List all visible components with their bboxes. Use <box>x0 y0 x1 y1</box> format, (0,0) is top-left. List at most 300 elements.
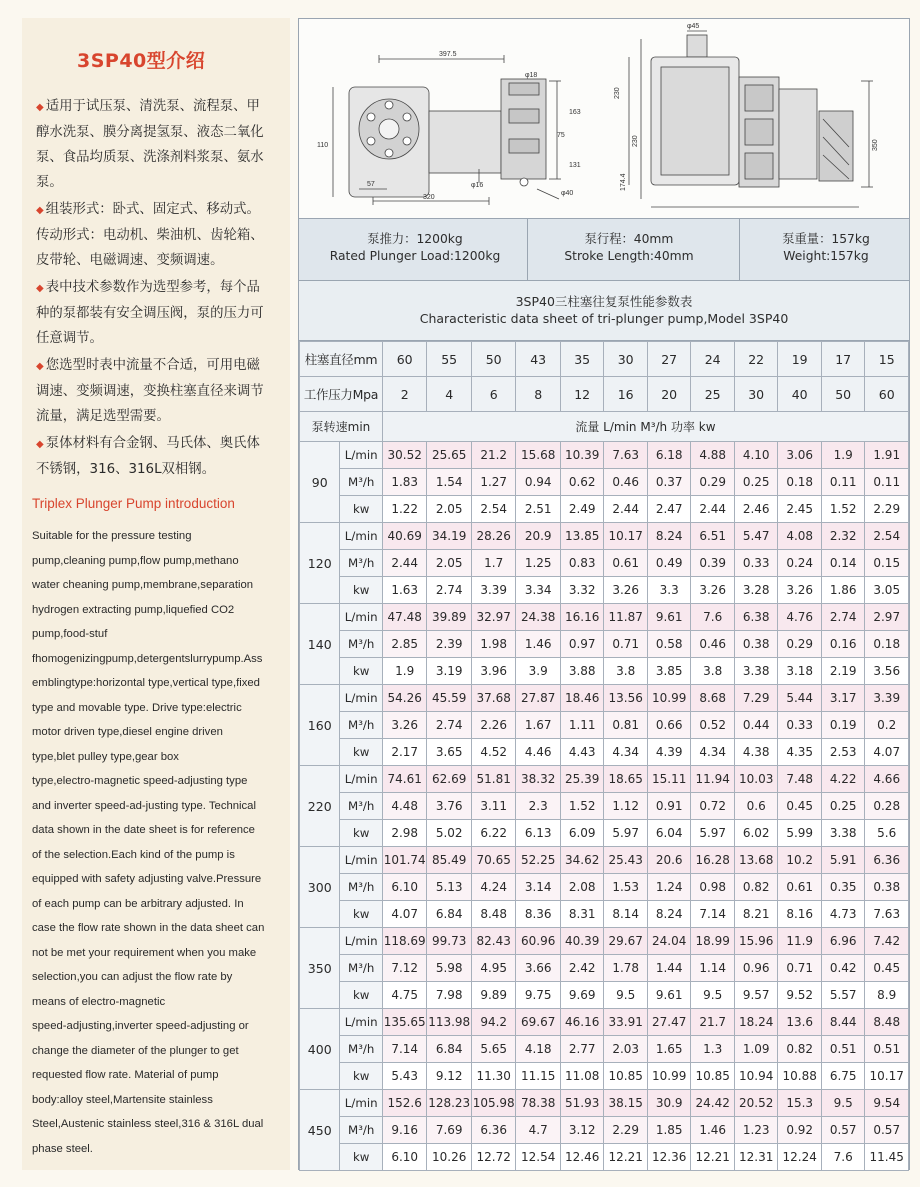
stroke-en: Stroke Length:40mm <box>564 249 694 263</box>
value-cell: 0.42 <box>821 955 865 982</box>
unit-cell: kw <box>340 982 382 1009</box>
value-cell: 11.08 <box>560 1063 604 1090</box>
value-cell: 10.2 <box>778 847 822 874</box>
value-cell: 4.76 <box>778 604 822 631</box>
value-cell: 6.84 <box>427 901 472 928</box>
value-cell: 0.39 <box>691 550 735 577</box>
value-cell: 1.53 <box>604 874 648 901</box>
value-cell: 0.61 <box>778 874 822 901</box>
value-cell: 3.32 <box>560 577 604 604</box>
value-cell: 0.51 <box>821 1036 865 1063</box>
value-cell: 3.19 <box>427 658 472 685</box>
rpm-cell: 450 <box>300 1090 340 1171</box>
value-cell: 3.26 <box>778 577 822 604</box>
intro-zh-text: 泵体材料有合金钢、马氏体、奥氏体 <box>45 436 260 451</box>
value-cell: 0.11 <box>821 469 865 496</box>
intro-zh-paragraph <box>36 197 288 273</box>
value-cell: 10.03 <box>734 766 778 793</box>
value-cell: 18.24 <box>734 1009 778 1036</box>
pressure-cell: 16 <box>604 377 648 412</box>
value-cell: 0.57 <box>865 1117 909 1144</box>
rpm-cell: 90 <box>300 442 340 523</box>
value-cell: 0.28 <box>865 793 909 820</box>
value-cell: 2.98 <box>382 820 427 847</box>
table-row <box>300 712 909 739</box>
value-cell: 11.15 <box>516 1063 561 1090</box>
value-cell: 6.22 <box>471 820 516 847</box>
value-cell: 4.34 <box>604 739 648 766</box>
unit-cell: kw <box>340 739 382 766</box>
intro-en-line: emblingtype:horizontal type,vertical type,fixed <box>32 677 260 689</box>
value-cell: 70.65 <box>471 847 516 874</box>
diameter-cell: 43 <box>516 342 561 377</box>
pressure-cell: 20 <box>647 377 691 412</box>
unit-cell: M³/h <box>340 631 382 658</box>
diameter-cell: 60 <box>382 342 427 377</box>
value-cell: 29.67 <box>604 928 648 955</box>
value-cell: 8.48 <box>471 901 516 928</box>
value-cell: 3.3 <box>647 577 691 604</box>
value-cell: 3.96 <box>471 658 516 685</box>
stroke-zh: 泵行程：40mm <box>584 232 674 246</box>
intro-zh-text: 组装形式：卧式、固定式、移动式。 <box>45 202 260 217</box>
pressure-cell: 25 <box>691 377 735 412</box>
value-cell: 0.71 <box>604 631 648 658</box>
value-cell: 39.89 <box>427 604 472 631</box>
table-row <box>300 550 909 577</box>
value-cell: 6.84 <box>427 1036 472 1063</box>
value-cell: 4.22 <box>821 766 865 793</box>
value-cell: 11.87 <box>604 604 648 631</box>
pressure-cell: 12 <box>560 377 604 412</box>
value-cell: 24.04 <box>647 928 691 955</box>
value-cell: 16.16 <box>560 604 604 631</box>
value-cell: 6.36 <box>865 847 909 874</box>
performance-table <box>299 341 909 1171</box>
unit-cell: L/min <box>340 523 382 550</box>
value-cell: 0.97 <box>560 631 604 658</box>
unit-cell: M³/h <box>340 1117 382 1144</box>
value-cell: 2.39 <box>427 631 472 658</box>
intro-zh-text: 泵、食品均质泵、洗涤剂料浆泵、氨水 <box>36 150 264 165</box>
diameter-cell: 35 <box>560 342 604 377</box>
value-cell: 2.45 <box>778 496 822 523</box>
table-row <box>300 1117 909 1144</box>
value-cell: 15.3 <box>778 1090 822 1117</box>
value-cell: 0.6 <box>734 793 778 820</box>
intro-en-line: case the flow rate shown in the data sheet can <box>32 922 265 934</box>
value-cell: 9.89 <box>471 982 516 1009</box>
intro-en-line: Suitable for the pressure testing <box>32 530 192 542</box>
table-row <box>300 1036 909 1063</box>
value-cell: 51.93 <box>560 1090 604 1117</box>
value-cell: 3.12 <box>560 1117 604 1144</box>
value-cell: 4.73 <box>821 901 865 928</box>
dim-230-b: 230 <box>632 135 639 147</box>
unit-cell: L/min <box>340 604 382 631</box>
value-cell: 10.17 <box>865 1063 909 1090</box>
intro-en-line: body:alloy steel,Martensite stainless <box>32 1093 213 1106</box>
intro-zh-line <box>36 145 288 170</box>
value-cell: 8.21 <box>734 901 778 928</box>
value-cell: 24.38 <box>516 604 561 631</box>
value-cell: 0.61 <box>604 550 648 577</box>
table-row <box>300 685 909 712</box>
value-cell: 28.26 <box>471 523 516 550</box>
intro-en-title: Triplex Plunger Pump introduction <box>32 496 235 511</box>
value-cell: 15.96 <box>734 928 778 955</box>
value-cell: 10.85 <box>604 1063 648 1090</box>
pressure-cell: 50 <box>821 377 865 412</box>
value-cell: 82.43 <box>471 928 516 955</box>
intro-zh-line <box>36 275 288 301</box>
value-cell: 6.13 <box>516 820 561 847</box>
dim-397-5: 397.5 <box>439 51 457 58</box>
value-cell: 0.72 <box>691 793 735 820</box>
value-cell: 1.23 <box>734 1117 778 1144</box>
value-cell: 1.9 <box>382 658 427 685</box>
table-row <box>300 1090 909 1117</box>
intro-en-line: data shown in the date sheet is for reference <box>32 824 255 836</box>
pressure-cell: 6 <box>471 377 516 412</box>
rpm-cell: 400 <box>300 1009 340 1090</box>
intro-zh-paragraph <box>36 275 288 351</box>
value-cell: 2.74 <box>427 577 472 604</box>
diameter-cell: 22 <box>734 342 778 377</box>
diameter-cell: 17 <box>821 342 865 377</box>
value-cell: 45.59 <box>427 685 472 712</box>
value-cell: 1.46 <box>691 1117 735 1144</box>
value-cell: 13.56 <box>604 685 648 712</box>
value-cell: 21.7 <box>691 1009 735 1036</box>
value-cell: 33.91 <box>604 1009 648 1036</box>
pressure-label: 工作压力Mpa <box>300 377 383 412</box>
rpm-cell: 350 <box>300 928 340 1009</box>
intro-en-line: speed-adjusting,inverter speed-adjusting or <box>32 1020 249 1032</box>
unit-cell: M³/h <box>340 550 382 577</box>
value-cell: 5.43 <box>382 1063 427 1090</box>
intro-en-line: requested flow rate. Material of pump <box>32 1069 219 1081</box>
value-cell: 0.15 <box>865 550 909 577</box>
table-row <box>300 469 909 496</box>
value-cell: 10.85 <box>691 1063 735 1090</box>
value-cell: 3.28 <box>734 577 778 604</box>
intro-en-line: pump,food-stuf <box>32 628 108 640</box>
value-cell: 0.49 <box>647 550 691 577</box>
value-cell: 62.69 <box>427 766 472 793</box>
value-cell: 3.14 <box>516 874 561 901</box>
unit-cell: kw <box>340 1063 382 1090</box>
value-cell: 9.75 <box>516 982 561 1009</box>
value-cell: 2.05 <box>427 550 472 577</box>
value-cell: 12.36 <box>647 1144 691 1171</box>
value-cell: 0.94 <box>516 469 561 496</box>
value-cell: 4.7 <box>516 1117 561 1144</box>
intro-en-line: motor driven type,diesel engine driven <box>32 726 223 738</box>
diamond-bullet-icon: ◆ <box>36 283 44 294</box>
value-cell: 1.52 <box>821 496 865 523</box>
value-cell: 10.17 <box>604 523 648 550</box>
pressure-cell: 4 <box>427 377 472 412</box>
value-cell: 30.9 <box>647 1090 691 1117</box>
intro-zh-paragraph <box>36 353 288 429</box>
value-cell: 0.62 <box>560 469 604 496</box>
intro-zh-text: 传动形式：电动机、柴油机、齿轮箱、 <box>36 228 264 243</box>
intro-zh-text: 调速、变频调速，变换柱塞直径来调节 <box>36 384 264 399</box>
value-cell: 0.51 <box>865 1036 909 1063</box>
value-cell: 6.18 <box>647 442 691 469</box>
value-cell: 40.69 <box>382 523 427 550</box>
flow-power-label: 流量 L/min M³/h 功率 kw <box>382 412 908 442</box>
value-cell: 9.61 <box>647 982 691 1009</box>
value-cell: 0.92 <box>778 1117 822 1144</box>
value-cell: 8.48 <box>865 1009 909 1036</box>
value-cell: 1.86 <box>821 577 865 604</box>
value-cell: 27.87 <box>516 685 561 712</box>
value-cell: 6.96 <box>821 928 865 955</box>
table-title-zh: 3SP40三柱塞往复泵性能参数表 <box>515 294 693 309</box>
value-cell: 1.24 <box>647 874 691 901</box>
value-cell: 8.14 <box>604 901 648 928</box>
value-cell: 12.21 <box>604 1144 648 1171</box>
intro-zh-line <box>36 301 288 326</box>
unit-cell: M³/h <box>340 712 382 739</box>
dim-75: 75 <box>557 132 565 139</box>
intro-en-line: means of electro-magnetic <box>32 995 166 1008</box>
value-cell: 7.6 <box>821 1144 865 1171</box>
intro-en-line: fhomogenizingpump,detergentslurrypump.Ass <box>32 652 263 665</box>
value-cell: 4.35 <box>778 739 822 766</box>
value-cell: 40.39 <box>560 928 604 955</box>
value-cell: 5.99 <box>778 820 822 847</box>
intro-en-line: hydrogen extracting pump,liquefied CO2 <box>32 603 235 616</box>
value-cell: 2.44 <box>604 496 648 523</box>
value-cell: 2.51 <box>516 496 561 523</box>
intro-zh-text: 皮带轮、电磁调速、变频调速。 <box>36 253 224 268</box>
value-cell: 4.88 <box>691 442 735 469</box>
intro-en-line: of each pump can be arbitrary adjusted. In <box>32 897 244 910</box>
table-row <box>300 928 909 955</box>
value-cell: 1.11 <box>560 712 604 739</box>
value-cell: 4.39 <box>647 739 691 766</box>
intro-zh-line <box>36 94 288 120</box>
value-cell: 3.05 <box>865 577 909 604</box>
intro-zh-text: 不锈钢，316、316L双相钢。 <box>36 462 216 477</box>
value-cell: 51.81 <box>471 766 516 793</box>
table-row <box>300 793 909 820</box>
intro-en-line: type,blet pulley type,gear box <box>32 750 179 763</box>
value-cell: 46.16 <box>560 1009 604 1036</box>
value-cell: 4.18 <box>516 1036 561 1063</box>
value-cell: 2.26 <box>471 712 516 739</box>
value-cell: 4.24 <box>471 874 516 901</box>
value-cell: 2.29 <box>865 496 909 523</box>
value-cell: 9.54 <box>865 1090 909 1117</box>
value-cell: 0.38 <box>865 874 909 901</box>
table-row <box>300 820 909 847</box>
value-cell: 5.98 <box>427 955 472 982</box>
value-cell: 47.48 <box>382 604 427 631</box>
value-cell: 9.5 <box>604 982 648 1009</box>
intro-en-line: phase steel. <box>32 1142 93 1155</box>
intro-zh-paragraph <box>36 94 288 195</box>
value-cell: 0.19 <box>821 712 865 739</box>
value-cell: 1.46 <box>516 631 561 658</box>
value-cell: 0.35 <box>821 874 865 901</box>
pressure-cell: 8 <box>516 377 561 412</box>
value-cell: 2.74 <box>427 712 472 739</box>
intro-en-line: change the diameter of the plunger to get <box>32 1044 239 1057</box>
value-cell: 7.14 <box>691 901 735 928</box>
intro-zh-text: 表中技术参数作为选型参考，每个品 <box>45 280 260 295</box>
value-cell: 85.49 <box>427 847 472 874</box>
value-cell: 5.6 <box>865 820 909 847</box>
value-cell: 12.24 <box>778 1144 822 1171</box>
value-cell: 1.65 <box>647 1036 691 1063</box>
rpm-cell: 220 <box>300 766 340 847</box>
intro-panel <box>22 18 290 1170</box>
value-cell: 6.36 <box>471 1117 516 1144</box>
dim-phi16: φ16 <box>471 182 484 189</box>
table-row <box>300 658 909 685</box>
value-cell: 9.52 <box>778 982 822 1009</box>
value-cell: 3.26 <box>691 577 735 604</box>
datasheet-panel <box>298 18 910 1170</box>
value-cell: 37.68 <box>471 685 516 712</box>
table-row <box>300 1009 909 1036</box>
value-cell: 2.08 <box>560 874 604 901</box>
unit-cell: M³/h <box>340 469 382 496</box>
intro-zh-line <box>36 197 288 223</box>
value-cell: 10.39 <box>560 442 604 469</box>
value-cell: 7.42 <box>865 928 909 955</box>
value-cell: 21.2 <box>471 442 516 469</box>
unit-cell: L/min <box>340 442 382 469</box>
value-cell: 5.57 <box>821 982 865 1009</box>
intro-zh-line <box>36 379 288 404</box>
value-cell: 118.69 <box>382 928 427 955</box>
value-cell: 2.17 <box>382 739 427 766</box>
value-cell: 4.46 <box>516 739 561 766</box>
intro-title: 3SP40型介绍 <box>77 50 206 72</box>
value-cell: 2.44 <box>691 496 735 523</box>
value-cell: 2.85 <box>382 631 427 658</box>
value-cell: 20.52 <box>734 1090 778 1117</box>
value-cell: 3.65 <box>427 739 472 766</box>
value-cell: 13.68 <box>734 847 778 874</box>
value-cell: 8.24 <box>647 901 691 928</box>
diamond-bullet-icon: ◆ <box>36 102 44 113</box>
value-cell: 7.63 <box>604 442 648 469</box>
value-cell: 0.16 <box>821 631 865 658</box>
value-cell: 2.03 <box>604 1036 648 1063</box>
value-cell: 7.6 <box>691 604 735 631</box>
value-cell: 1.9 <box>821 442 865 469</box>
value-cell: 1.44 <box>647 955 691 982</box>
unit-cell: M³/h <box>340 793 382 820</box>
value-cell: 0.2 <box>865 712 909 739</box>
value-cell: 1.3 <box>691 1036 735 1063</box>
diamond-bullet-icon: ◆ <box>36 361 44 372</box>
unit-cell: M³/h <box>340 955 382 982</box>
unit-cell: L/min <box>340 685 382 712</box>
intro-en-line: not be met your requirement when you make <box>32 946 257 959</box>
value-cell: 4.38 <box>734 739 778 766</box>
value-cell: 1.85 <box>647 1117 691 1144</box>
intro-en-line: type and movable type. Drive type:electric <box>32 701 242 714</box>
value-cell: 1.27 <box>471 469 516 496</box>
value-cell: 5.97 <box>604 820 648 847</box>
value-cell: 18.99 <box>691 928 735 955</box>
value-cell: 0.14 <box>821 550 865 577</box>
value-cell: 7.29 <box>734 685 778 712</box>
value-cell: 0.82 <box>778 1036 822 1063</box>
intro-zh-line <box>36 120 288 145</box>
value-cell: 60.96 <box>516 928 561 955</box>
intro-zh-line <box>36 404 288 429</box>
value-cell: 4.07 <box>382 901 427 928</box>
intro-en-body <box>32 524 290 1161</box>
value-cell: 1.83 <box>382 469 427 496</box>
value-cell: 8.16 <box>778 901 822 928</box>
intro-zh-line <box>36 170 288 195</box>
value-cell: 0.82 <box>734 874 778 901</box>
weight-en: Weight:157kg <box>783 249 869 263</box>
value-cell: 25.39 <box>560 766 604 793</box>
value-cell: 0.37 <box>647 469 691 496</box>
diameter-label: 柱塞直径mm <box>300 342 383 377</box>
value-cell: 1.25 <box>516 550 561 577</box>
value-cell: 74.61 <box>382 766 427 793</box>
pressure-cell: 60 <box>865 377 909 412</box>
rpm-cell: 160 <box>300 685 340 766</box>
table-row <box>300 847 909 874</box>
value-cell: 0.25 <box>821 793 865 820</box>
value-cell: 3.18 <box>778 658 822 685</box>
value-cell: 11.30 <box>471 1063 516 1090</box>
table-row <box>300 901 909 928</box>
value-cell: 3.38 <box>821 820 865 847</box>
spec-row <box>299 219 909 281</box>
speed-header-row <box>300 412 909 442</box>
table-row <box>300 577 909 604</box>
value-cell: 0.33 <box>778 712 822 739</box>
unit-cell: kw <box>340 496 382 523</box>
value-cell: 2.19 <box>821 658 865 685</box>
intro-zh-text: 泵。 <box>36 175 63 190</box>
table-row <box>300 1144 909 1171</box>
value-cell: 0.11 <box>865 469 909 496</box>
dim-230-a: 230 <box>614 87 621 99</box>
plunger-load-zh: 泵推力：1200kg <box>367 232 463 246</box>
table-row <box>300 604 909 631</box>
value-cell: 3.06 <box>778 442 822 469</box>
dim-174-4: 174.4 <box>620 173 627 191</box>
value-cell: 3.66 <box>516 955 561 982</box>
intro-en-line: water cheaning pump,membrane,separation <box>32 579 254 591</box>
value-cell: 3.26 <box>382 712 427 739</box>
value-cell: 3.56 <box>865 658 909 685</box>
value-cell: 78.38 <box>516 1090 561 1117</box>
value-cell: 9.5 <box>691 982 735 1009</box>
value-cell: 101.74 <box>382 847 427 874</box>
value-cell: 8.24 <box>647 523 691 550</box>
dim-57: 57 <box>367 181 375 188</box>
value-cell: 2.97 <box>865 604 909 631</box>
value-cell: 0.25 <box>734 469 778 496</box>
value-cell: 12.31 <box>734 1144 778 1171</box>
value-cell: 3.39 <box>865 685 909 712</box>
